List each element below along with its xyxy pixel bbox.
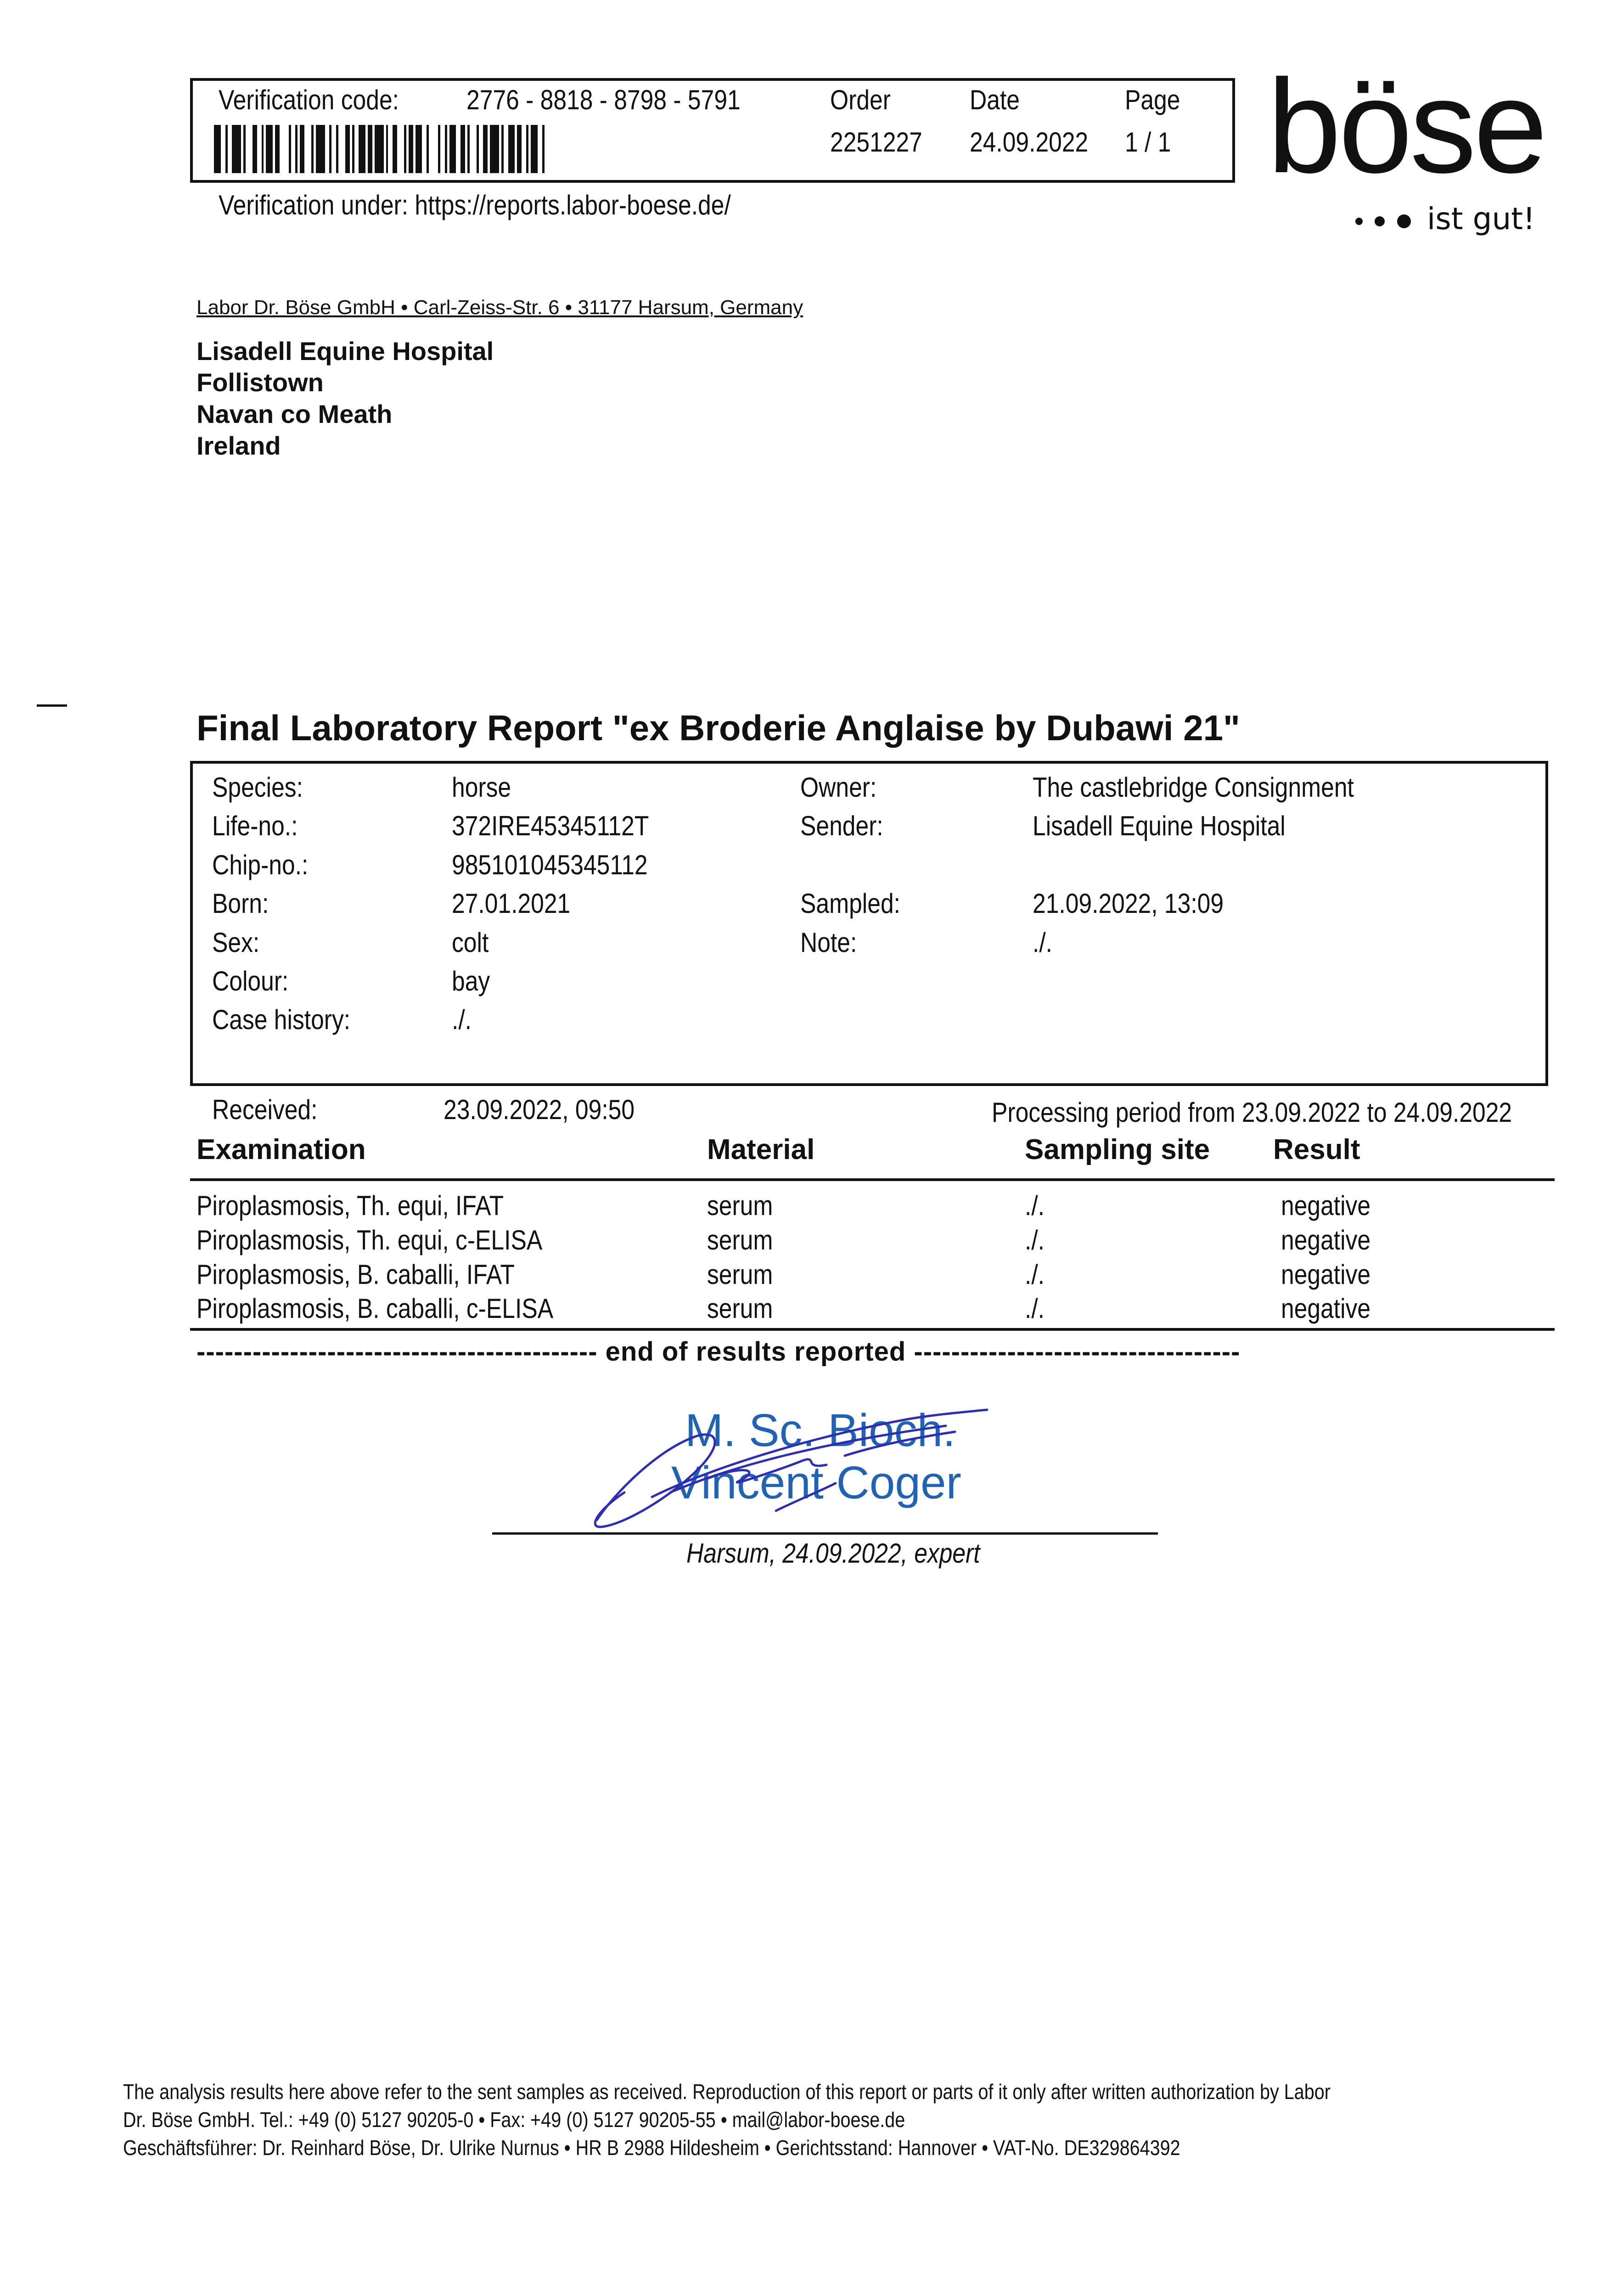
logo-tagline: ist gut! <box>1427 201 1535 236</box>
recipient-name: Lisadell Equine Hospital <box>197 337 494 366</box>
report-date: 24.09.2022 <box>970 127 1089 158</box>
sampled-value: 21.09.2022, 13:09 <box>1033 888 1224 919</box>
table-cell-result: negative <box>1281 1293 1371 1324</box>
barcode-image <box>214 125 554 173</box>
chip-no-label: Chip-no.: <box>212 850 309 880</box>
case-history-label: Case history: <box>212 1004 351 1035</box>
table-cell-examination: Piroplasmosis, Th. equi, IFAT <box>197 1190 504 1221</box>
column-header-sampling-site: Sampling site <box>1025 1134 1210 1165</box>
table-cell-result: negative <box>1281 1190 1371 1221</box>
signature-rule <box>492 1532 1158 1535</box>
logo-dots-icon <box>1354 212 1423 231</box>
column-header-material: Material <box>707 1134 815 1165</box>
footer-line-2: Dr. Böse GmbH. Tel.: +49 (0) 5127 90205-0 • Fax: +49 (0) 5127 90205-55 • mail@labor-boese.de <box>123 2108 905 2132</box>
sex-value: colt <box>452 927 489 958</box>
bose-logo: böse <box>1267 52 1545 201</box>
table-cell-result: negative <box>1281 1225 1371 1255</box>
signer-title: M. Sc. Bioch. <box>685 1405 956 1456</box>
table-cell-examination: Piroplasmosis, B. caballi, IFAT <box>197 1259 515 1290</box>
end-of-results-line: ------------------------------------------- end of results reported ----------------------------------- <box>197 1337 1241 1367</box>
processing-period: Processing period from 23.09.2022 to 24.09.2022 <box>992 1097 1512 1128</box>
table-cell-site: ./. <box>1025 1259 1045 1290</box>
date-label: Date <box>970 84 1020 115</box>
owner-label: Owner: <box>800 772 877 803</box>
table-cell-material: serum <box>707 1259 773 1290</box>
owner-value: The castlebridge Consignment <box>1033 772 1354 803</box>
page-number: 1 / 1 <box>1125 127 1171 158</box>
life-no-label: Life-no.: <box>212 810 298 841</box>
verification-url: Verification under: https://reports.labor-boese.de/ <box>219 190 731 220</box>
note-value: ./. <box>1033 927 1053 958</box>
table-cell-site: ./. <box>1025 1225 1045 1255</box>
order-number: 2251227 <box>830 127 922 158</box>
recipient-city: Navan co Meath <box>197 400 393 428</box>
table-cell-material: serum <box>707 1293 773 1324</box>
table-cell-result: negative <box>1281 1259 1371 1290</box>
footer-line-1: The analysis results here above refer to the sent samples as received. Reproduction of this report or parts of it only after written authorization by Labor <box>123 2080 1331 2104</box>
colour-value: bay <box>452 966 490 996</box>
table-cell-examination: Piroplasmosis, Th. equi, c-ELISA <box>197 1225 543 1255</box>
signer-name: Vincent Coger <box>671 1457 961 1508</box>
recipient-street: Follistown <box>197 368 324 397</box>
born-label: Born: <box>212 888 269 919</box>
report-title: Final Laboratory Report "ex Broderie Anglaise by Dubawi 21" <box>197 708 1240 748</box>
verification-code: 2776 - 8818 - 8798 - 5791 <box>466 84 741 115</box>
table-cell-material: serum <box>707 1225 773 1255</box>
verification-label: Verification code: <box>219 84 399 115</box>
sex-label: Sex: <box>212 927 260 958</box>
footer-line-3: Geschäftsführer: Dr. Reinhard Böse, Dr. Ulrike Nurnus • HR B 2988 Hildesheim • Gerichtsstand: Hannover • VAT-No. DE329864392 <box>123 2136 1180 2160</box>
sender-address-line: Labor Dr. Böse GmbH • Carl-Zeiss-Str. 6 • 31177 Harsum, Germany <box>197 296 803 319</box>
page-label: Page <box>1125 84 1180 115</box>
born-value: 27.01.2021 <box>452 888 571 919</box>
table-header-rule <box>190 1178 1555 1181</box>
table-cell-examination: Piroplasmosis, B. caballi, c-ELISA <box>197 1293 554 1324</box>
case-history-value: ./. <box>452 1004 472 1035</box>
sender-value: Lisadell Equine Hospital <box>1033 810 1286 841</box>
table-bottom-rule <box>190 1328 1555 1331</box>
received-value: 23.09.2022, 09:50 <box>444 1094 635 1125</box>
fold-mark <box>37 704 67 707</box>
recipient-country: Ireland <box>197 431 281 460</box>
received-label: Received: <box>212 1094 318 1125</box>
order-label: Order <box>830 84 891 115</box>
chip-no-value: 985101045345112 <box>452 850 648 880</box>
column-header-examination: Examination <box>197 1134 366 1165</box>
column-header-result: Result <box>1273 1134 1360 1165</box>
note-label: Note: <box>800 927 857 958</box>
species-value: horse <box>452 772 511 803</box>
colour-label: Colour: <box>212 966 289 996</box>
table-cell-site: ./. <box>1025 1293 1045 1324</box>
life-no-value: 372IRE45345112T <box>452 810 649 841</box>
table-cell-material: serum <box>707 1190 773 1221</box>
sender-label: Sender: <box>800 810 883 841</box>
signature-caption: Harsum, 24.09.2022, expert <box>686 1538 980 1569</box>
sampled-label: Sampled: <box>800 888 900 919</box>
table-cell-site: ./. <box>1025 1190 1045 1221</box>
handwritten-signature <box>588 1401 1074 1534</box>
species-label: Species: <box>212 772 303 803</box>
